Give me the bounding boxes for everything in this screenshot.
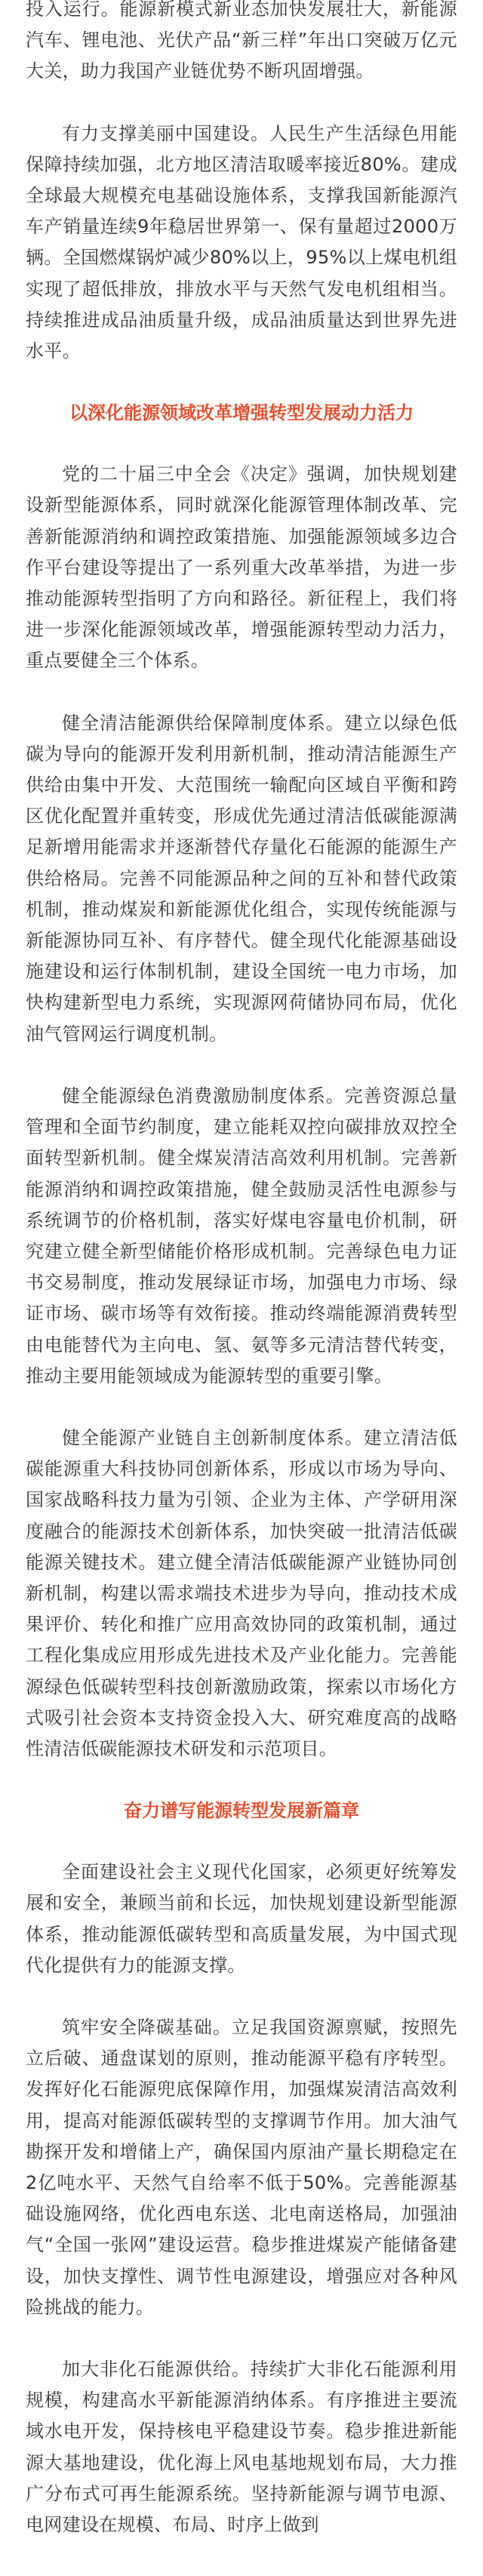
paragraph: 健全清洁能源供给保障制度体系。建立以绿色低碳为导向的能源开发利用新机制，推动清洁能源生产供给由集中开发、大范围统一输配向区域自平衡和跨区优化配置并重转变，形成优先通过清洁低碳能源满足新增用能需求并逐渐替代存量化石能源的能源生产供给格局。完善不同能源品种之间的互补和替代政策机制，推动煤炭和新能源优化组合，实现传统能源与新能源协同互补、有序替代。健全现代化能源基础设施建设和运行体制机制，建设全国统一电力市场，加快构建新型电力系统，实现源网荷储协同布局，优化油气管网运行调度机制。: [26, 712, 457, 1045]
paragraph: 健全能源产业链自主创新制度体系。建立清洁低碳能源重大科技协同创新体系，形成以市场为导向、国家战略科技力量为引领、企业为主体、产学研用深度融合的能源技术创新体系，加快突破一批清洁低碳能源关键技术。建立健全清洁低碳能源产业链协同创新机制，构建以需求端技术进步为导向，推动技术成果评价、转化和推广应用高效协同的政策机制，通过工程化集成应用形成先进技术及产业化能力。完善能源绿色低碳转型科技创新激励政策，探索以市场化方式吸引社会资本支持资金投入大、研究难度高的战略性清洁低碳能源技术研发和示范项目。: [26, 1426, 457, 1759]
section-heading: 以深化能源领域改革增强转型发展动力活力: [69, 402, 414, 424]
section-heading: 奋力谱写能源转型发展新篇章: [124, 1800, 359, 1822]
paragraph: 筑牢安全降碳基础。立足我国资源禀赋，按照先立后破、通盘谋划的原则，推动能源平稳有序转型。发挥好化石能源兜底保障作用，加强煤炭清洁高效利用，提高对能源低碳转型的支撑调节作用。加大油气勘探开发和增储上产，确保国内原油产量长期稳定在2亿吨水平、天然气自给率不低于50%。完善能源基础设施网络，优化西电东送、北电南送格局，加强油气“全国一张网”建设运营。稳步推进煤炭产能储备建设，加快支撑性、调节性电源建设，增强应对各种风险挑战的能力。: [26, 2016, 457, 2318]
paragraph: 全面建设社会主义现代化国家，必须更好统筹发展和安全，兼顾当前和长远，加快规划建设新型能源体系，推动能源低碳转型和高质量发展，为中国式现代化提供有力的能源支撑。: [26, 1861, 457, 1976]
paragraph-continued: 投入运行。能源新模式新业态加快发展壮大，新能源汽车、锂电池、光伏产品“新三样”年出口突破万亿元大关，助力我国产业链优势不断巩固增强。: [26, 0, 457, 82]
paragraph: 加大非化石能源供给。持续扩大非化石能源利用规模，构建高水平新能源消纳体系。有序推进主要流域水电开发，保持核电平稳建设节奏。稳步推进新能源大基地建设，优化海上风电基地规划布局，大力推广分布式可再生能源系统。坚持新能源与调节电源、电网建设在规模、布局、时序上做到: [26, 2359, 457, 2536]
paragraph: 有力支撑美丽中国建设。人民生产生活绿色用能保障持续加强，北方地区清洁取暖率接近80%。建成全球最大规模充电基础设施体系，支撑我国新能源汽车产销量连续9年稳居世界第一、保有量超过2000万辆。全国燃煤锅炉减少80%以上，95%以上煤电机组实现了超低排放，排放水平与天然气发电机组相当。持续推进成品油质量升级，成品油质量达到世界先进水平。: [26, 122, 457, 362]
paragraph: 党的二十届三中全会《决定》强调，加快规划建设新型能源体系，同时就深化能源管理体制改革、完善新能源消纳和调控政策措施、加强能源领域多边合作平台建设等提出了一系列重大改革举措，为进一步推动能源转型指明了方向和路径。新征程上，我们将进一步深化能源领域改革，增强能源转型动力活力，重点要健全三个体系。: [26, 463, 457, 672]
paragraph: 健全能源绿色消费激励制度体系。完善资源总量管理和全面节约制度，建立能耗双控向碳排放双控全面转型新机制。健全煤炭清洁高效利用机制。完善新能源消纳和调控政策措施，健全鼓励灵活性电源参与系统调节的价格机制，落实好煤电容量电价机制，研究建立健全新型储能价格形成机制。完善绿色电力证书交易制度，推动发展绿证市场，加强电力市场、绿证市场、碳市场等有效衔接。推动终端能源消费转型由电能替代为主向电、氢、氨等多元清洁替代转变，推动主要用能领域成为能源转型的重要引擎。: [26, 1085, 457, 1386]
